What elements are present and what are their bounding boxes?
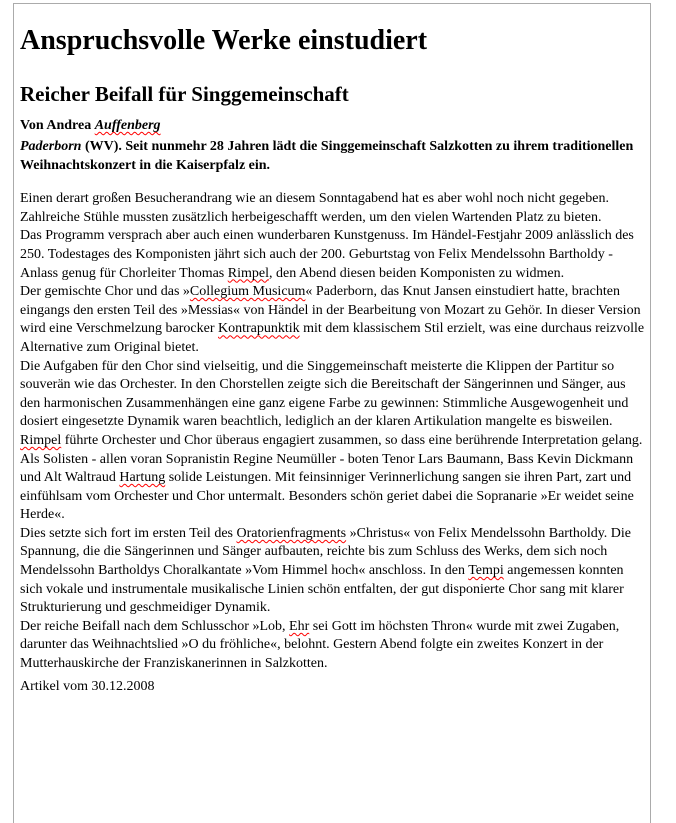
misspelled-word: Tempi	[468, 563, 504, 579]
misspelled-word: Oratorienfragments	[236, 525, 347, 541]
body-paragraph: Dies setzte sich fort im ersten Teil des Oratorienfragments »Christus« von Felix Mendelssohn Bartholdy. Die Spannung, die die Sängerinnen und Sänger aufbauten, reichte bis zum Schluss des Werks, dem sich noch Mendelssohn Bartholdys Choralkantate »Vom Himmel hoch« anschloss. In den Tempi angemessen konnten sich vokale und instrumentale musikalische Linien schön entfalten, der gut disponierte Chor sang mit klarer Strukturierung und geschmeidiger Dynamik.	[20, 525, 632, 616]
lead-paragraph: Paderborn (WV). Seit nunmehr 28 Jahren lädt die Singgemeinschaft Salzkotten zu ihrem traditionellen Weihnachtskonzert in die Kaiserpfalz ein.	[20, 139, 634, 173]
misspelled-word: Kontrapunktik	[218, 321, 300, 337]
misspelled-word: Auffenberg	[94, 118, 161, 133]
misspelled-word: Rimpel	[20, 432, 62, 448]
article-body	[20, 190, 646, 673]
article-title: Anspruchsvolle Werke einstudiert	[20, 25, 428, 56]
body-paragraph: Die Aufgaben für den Chor sind vielseitig, und die Singgemeinschaft meisterte die Klippen der Partitur so souverän wie das Orchester. In den Chorstellen zeigte sich die Bereitschaft der Sängerinnen und Sänger, aus den harmonischen Zusammenhängen eine ganz eigene Farbe zu gewinnen: Stimmliche Ausgewogenheit und dosiert eingesetzte Dynamik waren beachtlich, lediglich an der klaren Artikulation mangelte es bisweilen. Rimpel führte Orchester und Chor überaus engagiert zusammen, so dass eine berührende Interpretation gelang.	[20, 358, 643, 448]
misspelled-word: Rimpel	[227, 265, 269, 281]
article-subtitle: Reicher Beifall für Singgemeinschaft	[20, 82, 349, 106]
misspelled-word: Collegium Musicum	[189, 284, 306, 300]
byline: Von Andrea Auffenberg	[20, 118, 161, 133]
body-paragraph: Als Solisten - allen voran Sopranistin Regine Neumüller - boten Tenor Lars Baumann, Bass Kevin Dickmann und Alt Waltraud Hartung solide Leistungen. Mit feinsinniger Verinnerlichung sangen sie ihren Part, zart und einfühlsam vom Orchester und Chor untermalt. Besonders schön geriet dabei die Sopranarie »Er weidet seine Herde«.	[20, 451, 634, 523]
body-paragraph: Das Programm versprach aber auch einen wunderbaren Kunstgenuss. Im Händel-Festjahr 2009 anlässlich des 250. Todestages des Komponisten jährt sich auch der 200. Geburtstag von Felix Mendelssohn Bartholdy - Anlass genug für Chorleiter Thomas Rimpel, den Abend diesen beiden Komponisten zu widmen.	[20, 228, 634, 281]
body-paragraph: Der reiche Beifall nach dem Schlusschor »Lob, Ehr sei Gott im höchsten Thron« wurde mit zwei Zugaben, darunter das Weihnachtslied »O du fröhliche«, belohnt. Gestern Abend folgte ein zweites Konzert in der Mutterhauskirche der Franziskanerinnen in Salzkotten.	[20, 618, 620, 672]
body-paragraph: Der gemischte Chor und das »Collegium Musicum« Paderborn, das Knut Jansen einstudiert hatte, brachten eingangs den ersten Teil des »Messias« von Händel in der Bearbeitung von Mozart zu Gehör. In dieser Version wird eine Verschmelzung barocker Kontrapunktik mit dem klassischem Stil erzielt, was eine durchaus reizvolle Alternative zum Original bietet.	[20, 284, 645, 355]
body-paragraph: Einen derart großen Besucherandrang wie an diesem Sonntagabend hat es aber wohl noch nicht gegeben. Zahlreiche Stühle mussten zusätzlich herbeigeschafft werden, um den vielen Wartenden Platz zu bieten.	[20, 191, 609, 225]
misspelled-word: Hartung	[119, 470, 166, 486]
article-page	[13, 3, 651, 823]
article-date: Artikel vom 30.12.2008	[20, 678, 155, 694]
misspelled-word: Ehr	[289, 618, 310, 634]
